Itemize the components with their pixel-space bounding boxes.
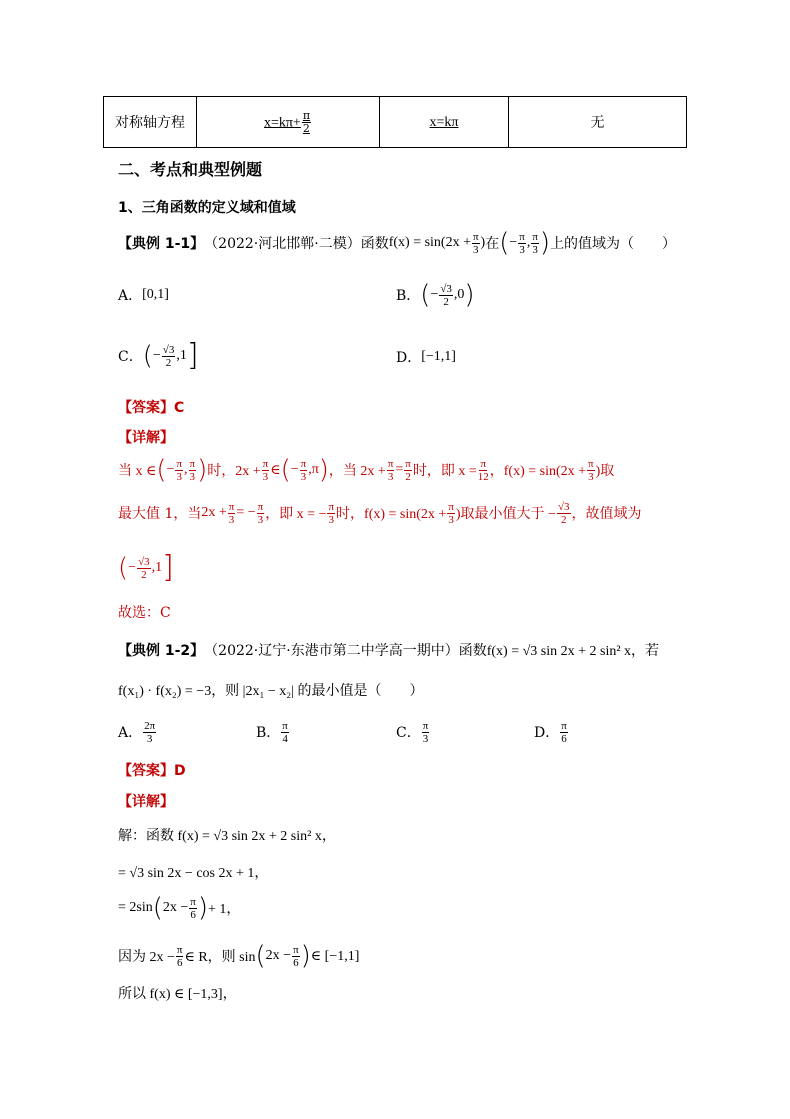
solution-text: 最大值 1，当	[118, 506, 202, 522]
answer-label: 【答案】C	[118, 400, 185, 416]
fraction: $\frac{\pi}{3}$	[532, 230, 538, 256]
paren-left: (	[152, 893, 163, 923]
solution-text: 时，即 x =	[412, 464, 477, 479]
fraction: $\frac{√3}{2}$	[162, 343, 175, 369]
option-a	[118, 283, 169, 307]
solution-step-3	[118, 890, 240, 926]
paren-left: (	[118, 553, 129, 583]
solution-text: ，当 2x +	[328, 464, 386, 479]
paren-right: )	[197, 455, 208, 485]
solution-text: + 1，	[208, 902, 241, 917]
fraction: $\frac{\pi}{3}$	[262, 457, 269, 483]
paren-right: )	[197, 893, 209, 923]
option-label: D．	[396, 350, 422, 366]
comma: ,	[526, 235, 531, 250]
fraction: $\frac{\pi}{12}$	[477, 457, 489, 483]
question-tail: 上的值域为（ ）	[550, 236, 677, 252]
option-value: ,0	[453, 287, 465, 302]
example-1-2-condition: f(x₁) · f(x₂) = −3，则 |2x₁ − x₂| 的最小值是（ ）	[118, 684, 424, 699]
solution-text: 2x −	[265, 948, 292, 963]
solution-text: 时，2x +	[207, 464, 261, 479]
solution-text: )取	[595, 464, 615, 479]
example-tag: 【典例 1-2】	[118, 643, 205, 659]
paren-left: (	[255, 941, 266, 971]
fraction: $\frac{2\pi}{3}$	[144, 719, 156, 745]
bracket-right: ]	[186, 338, 199, 373]
fraction: $\frac{\pi}{3}$	[228, 500, 235, 526]
option-label: B．	[396, 288, 421, 304]
solution-text: ∈ R，则 sin	[184, 950, 256, 965]
solution-step-1: 解：函数 f(x) = √3 sin 2x + 2 sin² x，	[118, 829, 336, 844]
paren-right: )	[464, 280, 475, 310]
detail-label: 【详解】	[118, 794, 174, 810]
fraction: $\frac{\pi}{3}$	[448, 500, 454, 526]
option-c	[118, 339, 199, 373]
solution-range	[118, 550, 174, 586]
fraction: $\frac{\pi}{6}$	[293, 943, 299, 969]
option-b	[396, 278, 475, 312]
fraction: $\frac{\pi}{2}$	[405, 457, 411, 483]
symmetry-axis-table	[103, 96, 687, 148]
solution-step-5: 所以 f(x) ∈ [−1,3]，	[118, 987, 237, 1002]
example-source: （2022·河北邯郸·二模）函数	[204, 236, 389, 252]
fraction: $\frac{√3}{2}$	[557, 500, 570, 526]
solution-step-2: = √3 sin 2x − cos 2x + 1，	[118, 866, 269, 881]
function-expression: f(x) = √3 sin 2x + 2 sin² x，若	[486, 644, 660, 659]
fraction: $\frac{\pi}{3}$	[257, 500, 264, 526]
paren-right: )	[300, 941, 311, 971]
minus-sign: −	[128, 560, 137, 575]
solution-text: 当 x ∈	[118, 464, 157, 479]
solution-text: 2x −	[162, 900, 189, 915]
fraction: $\frac{\pi}{3}$	[422, 719, 429, 745]
table-cell-tan: 无	[509, 97, 687, 148]
paren-left: (	[156, 455, 167, 485]
paren-left: (	[420, 280, 431, 310]
solution-text: = 2sin	[118, 900, 153, 915]
fraction: $\frac{\pi}{3}$	[300, 457, 307, 483]
solution-text: ，故值域为	[571, 507, 642, 522]
fraction: $\frac{\pi}{3}$	[519, 230, 525, 256]
fraction: $\frac{\pi}{3}$	[328, 500, 335, 526]
option-value: ,1	[176, 348, 187, 363]
bracket-right: ]	[162, 550, 174, 585]
axis-formula-sin: x=kπ+	[263, 115, 301, 130]
table-cell-sin	[197, 97, 380, 148]
axis-formula-cos: x=kπ	[429, 114, 459, 130]
paren-left: (	[142, 341, 153, 371]
option-value: [0,1]	[142, 287, 169, 302]
paren-right: )	[318, 455, 329, 485]
solution-text: 因为 2x −	[118, 950, 175, 965]
option-d	[534, 717, 569, 747]
fraction: $\frac{\pi}{6}$	[190, 895, 196, 921]
option-label: A．	[118, 288, 143, 304]
option-value: [−1,1]	[421, 349, 456, 364]
solution-text: 2x +	[201, 505, 227, 520]
paren-left: (	[280, 455, 291, 485]
minus-sign: −	[430, 287, 439, 302]
option-label: A．	[118, 725, 143, 741]
example-tag: 【典例 1-1】	[118, 236, 205, 252]
solution-text: ∈	[270, 462, 281, 478]
fraction: $\frac{\pi}{3}$	[588, 457, 594, 483]
fraction: $\frac{\pi}{6}$	[176, 943, 183, 969]
answer-label: 【答案】D	[118, 763, 186, 779]
option-d	[396, 345, 456, 369]
solution-text: = −	[236, 505, 256, 520]
paren-right: )	[539, 228, 551, 258]
range-value: ,1	[151, 560, 163, 575]
paren-close: )	[480, 235, 486, 250]
solution-text: )取最小值大于 −	[455, 507, 556, 522]
fraction: $\frac{\pi}{3}$	[387, 457, 394, 483]
example-source: （2022·辽宁·东港市第二中学高一期中）函数	[204, 643, 487, 659]
option-label: D．	[534, 725, 560, 741]
option-label: C．	[396, 725, 421, 741]
example-1-1-question	[118, 228, 676, 258]
fraction: $\frac{√3}{2}$	[138, 555, 150, 581]
minus-sign: −	[290, 462, 299, 477]
comma: ,π	[308, 462, 319, 477]
fraction: $\frac{\pi}{4}$	[282, 719, 288, 745]
option-label: C．	[118, 349, 143, 365]
table-row-label: 对称轴方程	[104, 97, 197, 148]
minus-sign: −	[152, 348, 161, 363]
solution-text: =	[395, 462, 404, 477]
solution-text: ，即 x = −	[265, 507, 327, 522]
fraction: $\frac{√3}{2}$	[440, 282, 452, 308]
comma: ,	[184, 462, 188, 477]
fraction: $\frac{\pi}{3}$	[189, 457, 196, 483]
fraction: $\frac{\pi}{2}$	[302, 108, 311, 135]
solution-text: ∈ [−1,1]	[310, 948, 360, 964]
option-label: B．	[256, 725, 281, 741]
table-cell-cos	[380, 97, 509, 148]
solution-step-4	[118, 938, 359, 974]
fraction: $\frac{\pi}{6}$	[561, 719, 567, 745]
option-b	[256, 717, 290, 747]
detail-label: 【详解】	[118, 430, 174, 446]
function-expression: f(x) = sin(2x +	[388, 235, 471, 250]
table-row	[104, 97, 687, 148]
minus-sign: −	[166, 462, 175, 477]
fraction: $\frac{\pi}{3}$	[176, 457, 182, 483]
choose-answer: 故选：C	[118, 605, 171, 621]
example-1-2-question	[118, 638, 659, 662]
subsection-title: 1、三角函数的定义域和值域	[118, 200, 296, 216]
option-c	[396, 717, 430, 747]
solution-line-1	[118, 454, 614, 486]
paren-left: (	[499, 228, 510, 258]
solution-text: ，f(x) = sin(2x +	[489, 464, 587, 479]
solution-line-2	[118, 497, 642, 529]
section-title: 二、考点和典型例题	[118, 160, 263, 179]
fraction: $\frac{\pi}{3}$	[472, 230, 479, 256]
solution-text: 时，f(x) = sin(2x +	[336, 507, 447, 522]
minus-sign: −	[509, 235, 518, 250]
option-a	[118, 717, 157, 747]
text-in: 在	[485, 236, 500, 252]
